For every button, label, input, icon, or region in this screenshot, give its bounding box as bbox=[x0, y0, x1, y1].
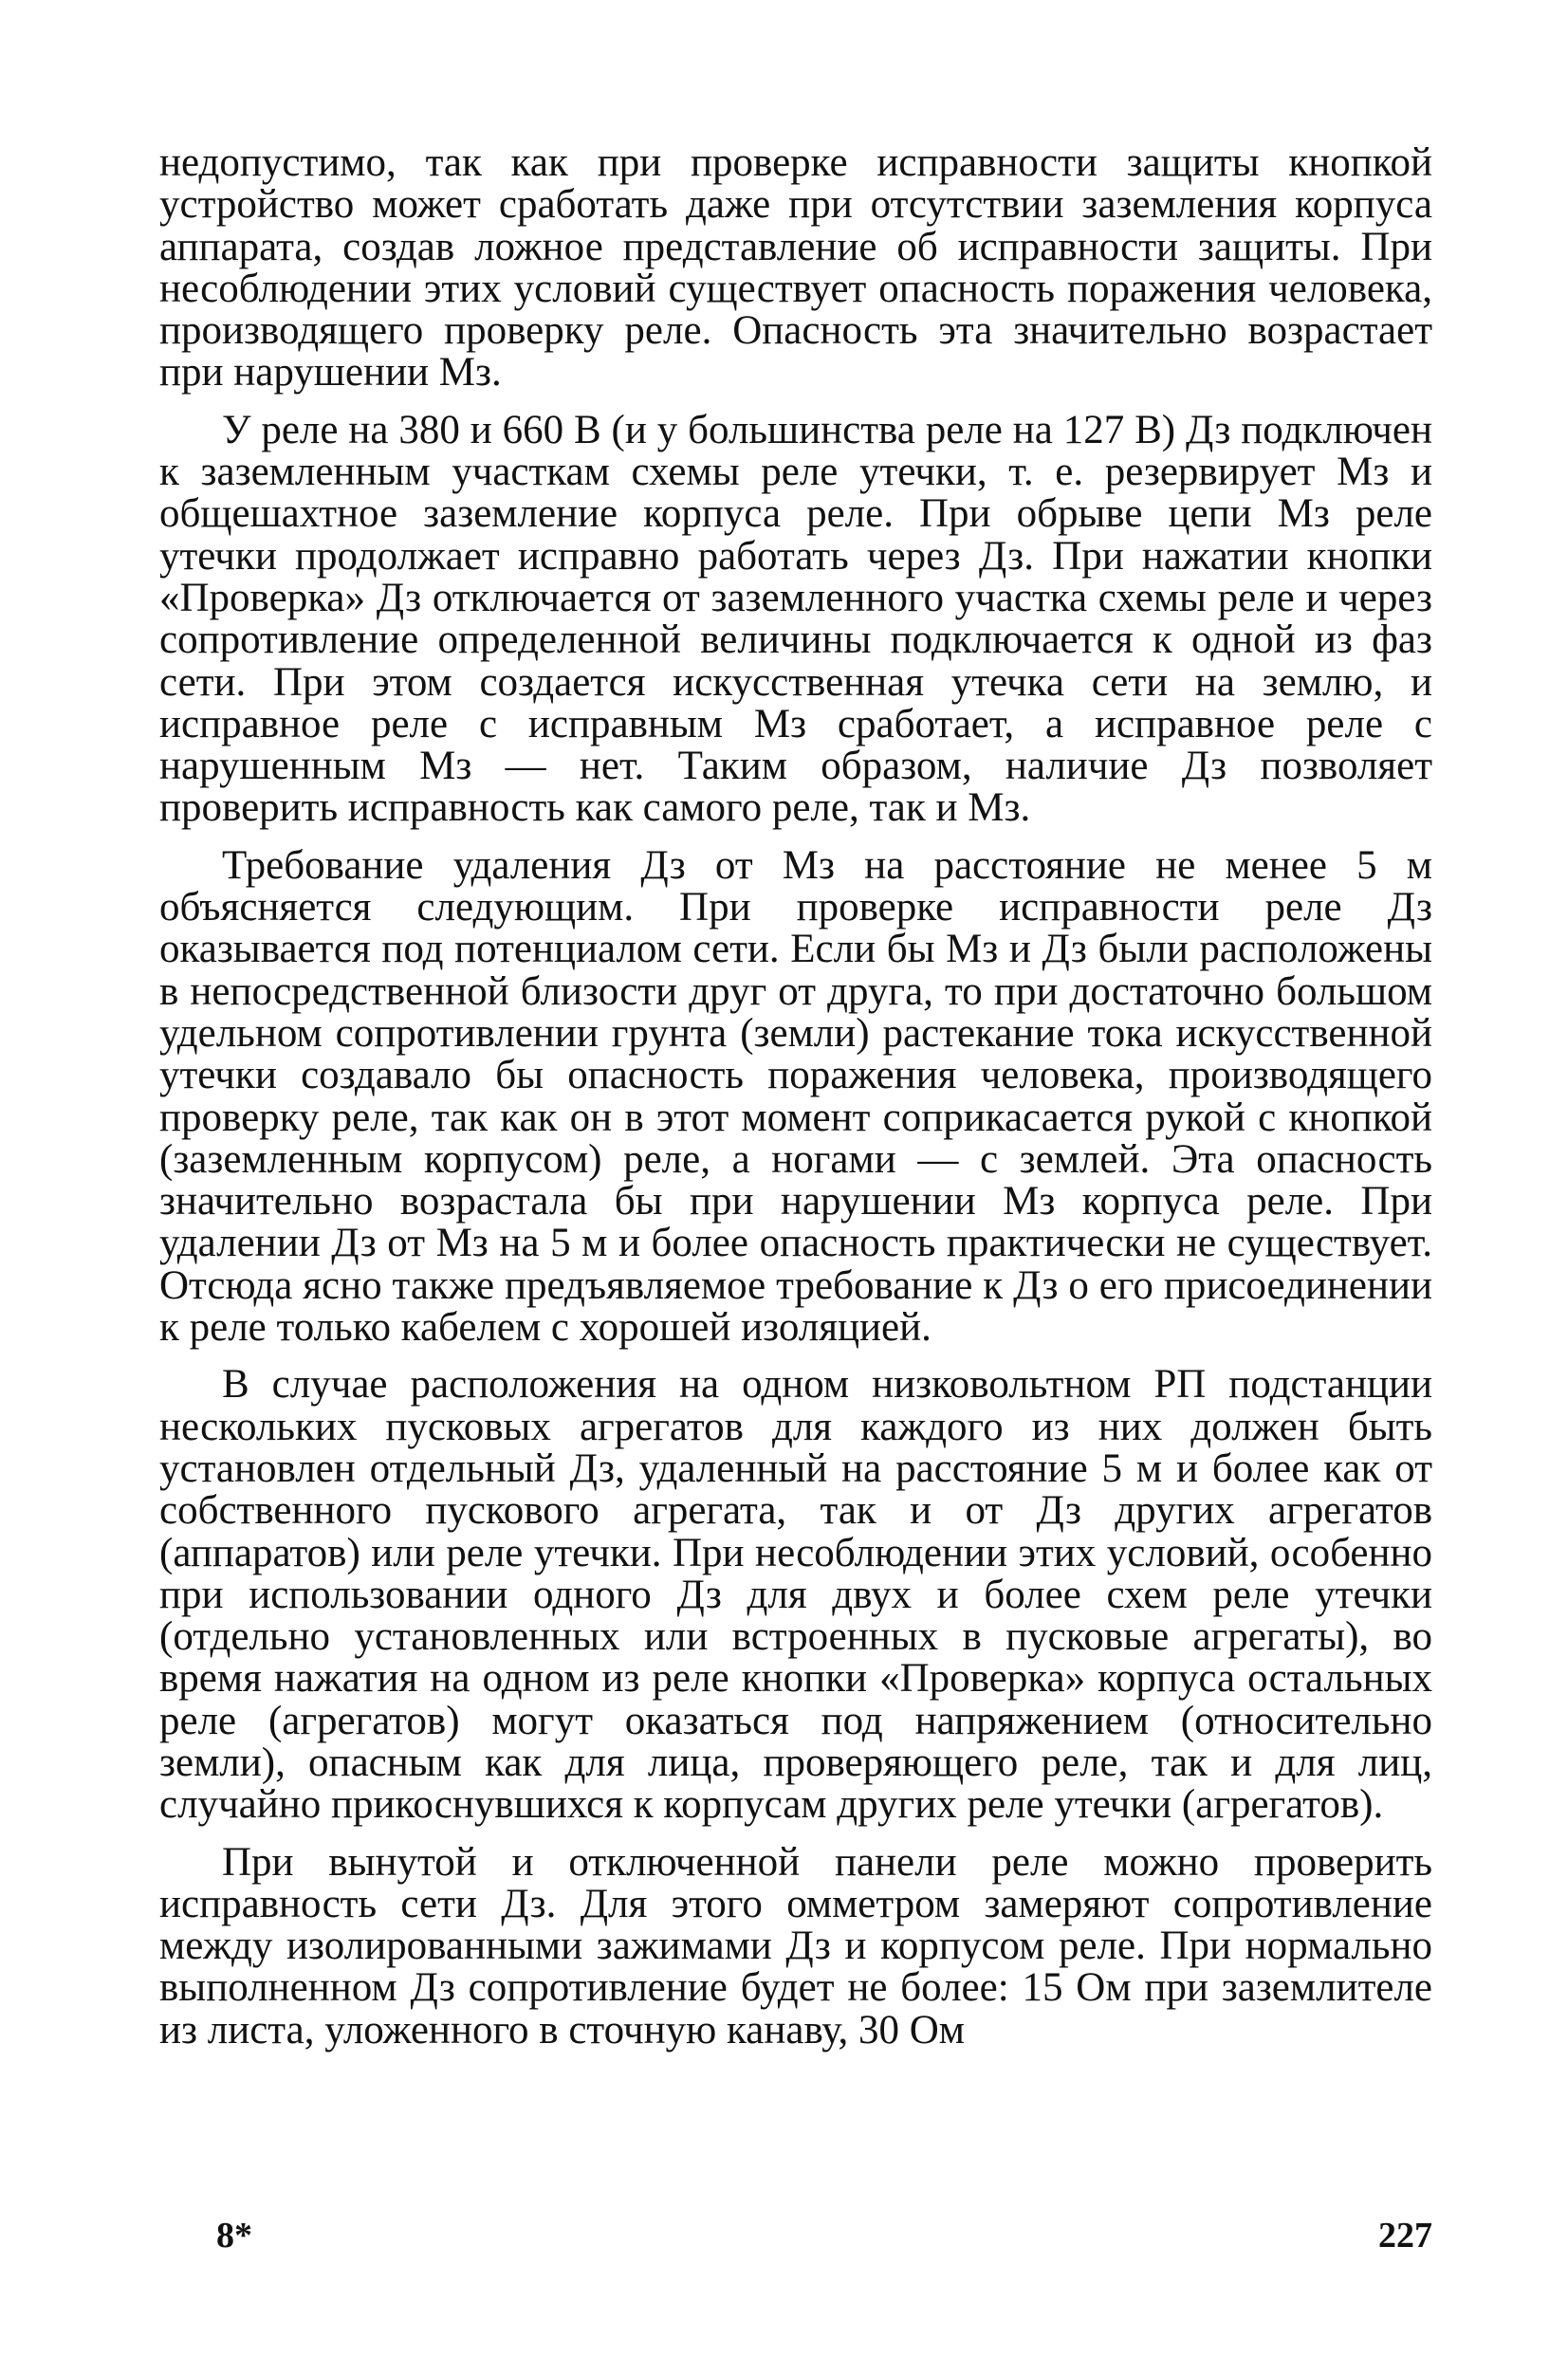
paragraph-3: Требование удаления Дз от Мз на расстояние не менее 5 м объясняется следующим. При проверке исправности реле Дз оказывается под потенциалом сети. Если бы Мз и Дз были расположены в непосредственной близости друг от друга, то при достаточно большом удельном сопротивлении грунта (земли) растекание тока искусственной утечки создавало бы опасность поражения человека, производящего проверку реле, так как он в этот момент соприкасается рукой с кнопкой (заземленным корпусом) реле, а ногами — с землей. Эта опасность значительно возрастала бы при нарушении Мз корпуса реле. При удалении Дз от Мз на 5 м и более опасность практически не существует. Отсюда ясно также предъявляемое требование к Дз о его присоединении к реле только кабелем с хорошей изоляцией. bbox=[159, 842, 1432, 1351]
page-number: 227 bbox=[1378, 2216, 1432, 2255]
page-body bbox=[159, 142, 1432, 2052]
paragraph-5: При вынутой и отключенной панели реле можно проверить исправность сети Дз. Для этого омметром замеряют сопротивление между изолированными зажимами Дз и корпусом реле. При нормально выполненном Дз сопротивление будет не более: 15 Ом при заземлителе из листа, уложенного в сточную канаву, 30 Ом bbox=[159, 1839, 1432, 2053]
signature-mark: 8* bbox=[216, 2216, 252, 2255]
page-footer bbox=[216, 2215, 1432, 2256]
paragraph-4: В случае расположения на одном низковольтном РП подстанции нескольких пусковых агрегатов для каждого из них должен быть установлен отдельный Дз, удаленный на расстояние 5 м и более как от собственного пускового агрегата, так и от Дз других агрегатов (аппаратов) или реле утечки. При несоблюдении этих условий, особенно при использовании одного Дз для двух и более схем реле утечки (отдельно установленных или встроенных в пусковые агрегаты), во время нажатия на одном из реле кнопки «Проверка» корпуса остальных реле (агрегатов) могут оказаться под напряжением (относительно земли), опасным как для лица, проверяющего реле, так и для лиц, случайно прикоснувшихся к корпусам других реле утечки (агрегатов). bbox=[159, 1362, 1432, 1828]
paragraph-1: недопустимо, так как при проверке исправности защиты кнопкой устройство может сработать даже при отсутствии заземления корпуса аппарата, создав ложное представление об исправности защиты. При несоблюдении этих условий существует опасность поражения человека, производящего проверку реле. Опасность эта значительно возрастает при нарушении Мз. bbox=[159, 140, 1432, 396]
paragraph-2: У реле на 380 и 660 В (и у большинства реле на 127 В) Дз подключен к заземленным участкам схемы реле утечки, т. е. резервирует Мз и общешахтное заземление корпуса реле. При обрыве цепи Мз реле утечки продолжает исправно работать через Дз. При нажатии кнопки «Проверка» Дз отключается от заземленного участка схемы реле и через сопротивление определенной величины подключается к одной из фаз сети. При этом создается искусственная утечка сети на землю, и исправное реле с исправным Мз сработает, а исправное реле с нарушенным Мз — нет. Таким образом, наличие Дз позволяет проверить исправность как самого реле, так и Мз. bbox=[159, 407, 1432, 831]
